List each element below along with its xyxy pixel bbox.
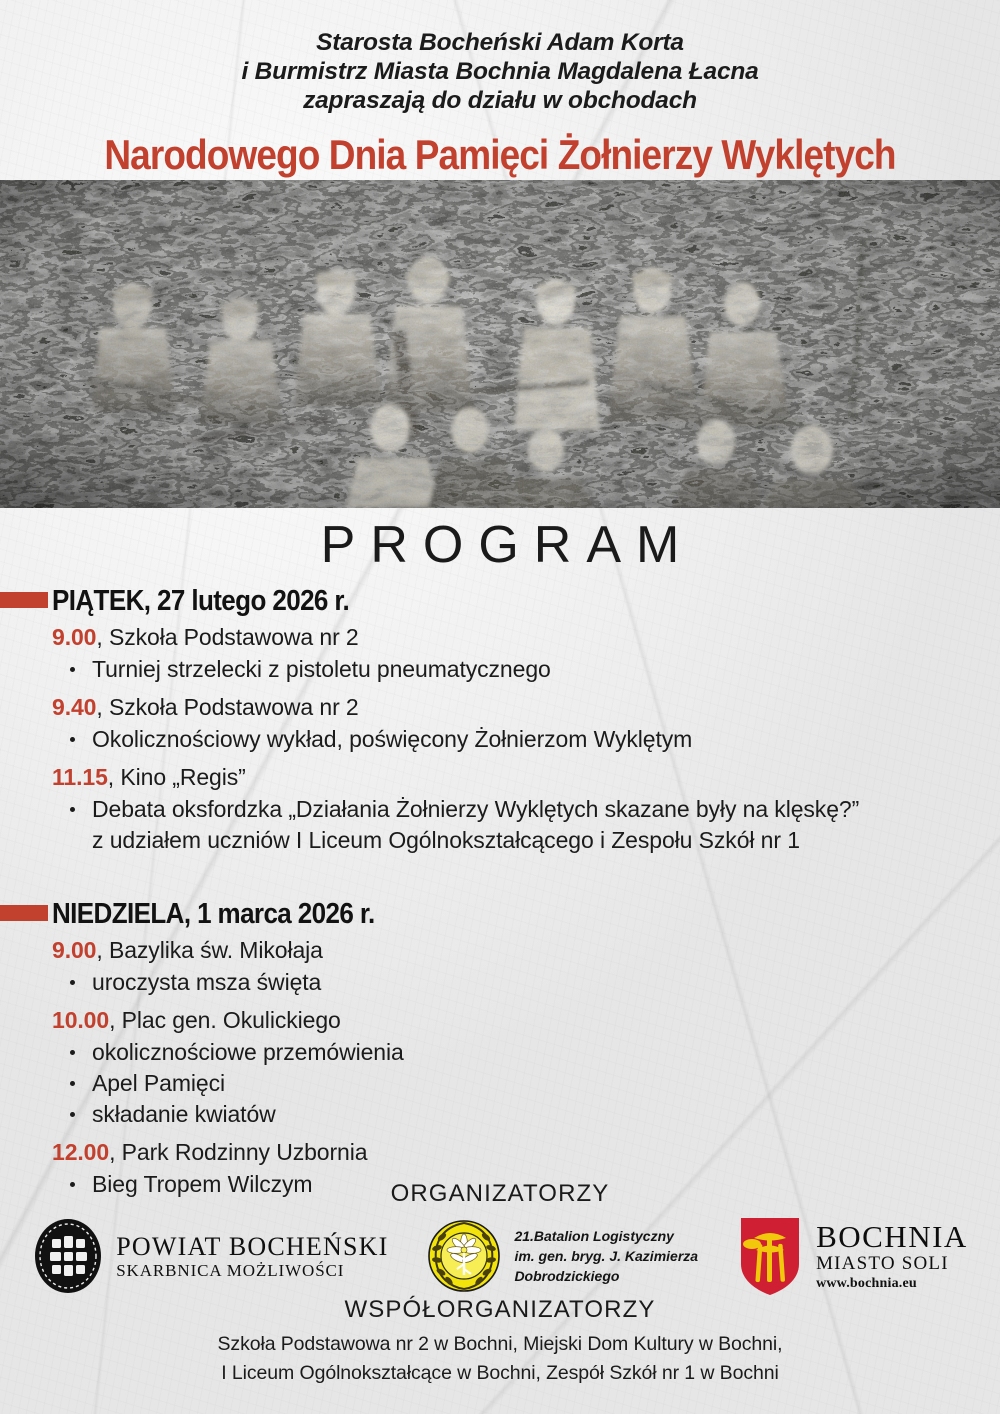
invite-line-1: Starosta Bocheński Adam Korta <box>316 29 684 56</box>
entry-title <box>0 692 1000 722</box>
list-item <box>0 654 1000 685</box>
program-entry <box>0 622 1000 685</box>
program-entry <box>0 935 1000 998</box>
coorganizers-line-1: Szkoła Podstawowa nr 2 w Bochni, Miejski Dom Kultury w Bochni, <box>217 1333 783 1355</box>
entry-place: , Bazylika św. Mikołaja <box>96 937 323 963</box>
invite-line-2: i Burmistrz Miasta Bochnia Magdalena Łacna <box>241 58 759 85</box>
program-entry <box>0 1005 1000 1130</box>
batalion-line-2: im. gen. bryg. J. Kazimierza <box>514 1248 699 1264</box>
batalion-wordmark <box>514 1226 698 1286</box>
organizer-logo-row <box>0 1214 1000 1298</box>
day-block-friday <box>0 585 1000 856</box>
program-heading: PROGRAM <box>320 516 695 574</box>
list-item <box>0 1068 1000 1099</box>
batalion-line-3: Dobrodzickiego <box>514 1268 620 1284</box>
bullet-dot-icon <box>70 980 75 985</box>
entry-bullet-list <box>0 1037 1000 1130</box>
bullet-text: Debata oksfordzka „Działania Żołnierzy Wyklętych skazane były na klęskę?” <box>92 796 860 822</box>
entry-title <box>0 935 1000 965</box>
powiat-line-2: SKARBNICA MOŻLIWOŚCI <box>116 1260 345 1280</box>
historical-photograph <box>0 180 1000 508</box>
list-item <box>0 967 1000 998</box>
list-item <box>0 1099 1000 1130</box>
entry-place: , Szkoła Podstawowa nr 2 <box>96 624 359 650</box>
bullet-text-continuation: z udziałem uczniów I Liceum Ogólnokształcącego i Zespołu Szkół nr 1 <box>92 827 800 853</box>
day-label-sunday: NIEDZIELA, 1 marca 2026 r. <box>52 896 375 930</box>
entry-time: 12.00 <box>52 1139 110 1165</box>
powiat-bochenski-emblem-icon <box>32 1216 104 1296</box>
poster-main-title: Narodowego Dnia Pamięci Żołnierzy Wyklętych <box>104 132 896 179</box>
bullet-dot-icon <box>70 1081 75 1086</box>
invite-line-3: zapraszają do działu w obchodach <box>303 87 697 114</box>
entry-title <box>0 622 1000 652</box>
program-schedule <box>0 585 1000 1200</box>
entry-title <box>0 762 1000 792</box>
bullet-dot-icon <box>70 667 75 672</box>
bochnia-line-1: BOCHNIA <box>816 1218 968 1254</box>
day-block-sunday <box>0 898 1000 1200</box>
list-item <box>0 724 1000 755</box>
powiat-line-1: POWIAT BOCHEŃSKI <box>116 1231 389 1261</box>
bochnia-line-2: MIASTO SOLI <box>816 1252 949 1274</box>
entry-place: , Szkoła Podstawowa nr 2 <box>96 694 359 720</box>
bullet-text: Turniej strzelecki z pistoletu pneumatycznego <box>92 656 551 682</box>
entry-place: , Park Rodzinny Uzbornia <box>109 1139 368 1165</box>
entry-bullet-list <box>0 654 1000 685</box>
entry-bullet-list <box>0 967 1000 998</box>
bullet-text: Bieg Tropem Wilczym <box>92 1171 313 1197</box>
bullet-dot-icon <box>70 807 75 812</box>
entry-title <box>0 1137 1000 1167</box>
logo-bochnia-miasto-soli <box>736 1214 968 1298</box>
list-item <box>0 1037 1000 1068</box>
day-header-sunday <box>0 898 1000 928</box>
entry-place: , Plac gen. Okulickiego <box>109 1007 341 1033</box>
bullet-dot-icon <box>70 737 75 742</box>
logo-21-batalion-logistyczny <box>426 1217 698 1295</box>
entry-time: 10.00 <box>52 1007 110 1033</box>
coorganizers-line-2: I Liceum Ogólnokształcące w Bochni, Zespół Szkół nr 1 w Bochni <box>221 1362 779 1384</box>
day-label-friday: PIĄTEK, 27 lutego 2026 r. <box>52 583 350 617</box>
bullet-dot-icon <box>70 1050 75 1055</box>
bullet-text: składanie kwiatów <box>92 1101 276 1127</box>
program-entry <box>0 762 1000 856</box>
entry-bullet-list <box>0 794 1000 856</box>
poster-header <box>0 0 1000 179</box>
program-entry <box>0 692 1000 755</box>
entry-time: 11.15 <box>52 764 108 790</box>
bochnia-shield-icon <box>736 1214 804 1298</box>
logo-powiat-bochenski <box>32 1216 388 1296</box>
entry-place: , Kino „Regis” <box>107 764 246 790</box>
entry-time: 9.00 <box>52 937 97 963</box>
bullet-text: Apel Pamięci <box>92 1070 226 1096</box>
entry-time: 9.40 <box>52 694 97 720</box>
bochnia-wordmark <box>816 1220 968 1293</box>
bullet-text: uroczysta msza święta <box>92 969 322 995</box>
batalion-edelweiss-emblem-icon <box>426 1217 502 1295</box>
photo-artwork <box>0 180 1000 508</box>
bullet-dot-icon <box>70 1112 75 1117</box>
batalion-line-1: 21.Batalion Logistyczny <box>514 1228 674 1244</box>
list-item <box>0 794 1000 856</box>
entry-time: 9.00 <box>52 624 97 650</box>
day-marker-bar-icon <box>0 592 48 608</box>
bullet-text: okolicznościowe przemówienia <box>92 1039 404 1065</box>
day-marker-bar-icon <box>0 905 48 921</box>
day-header-friday <box>0 585 1000 615</box>
organizers-heading: ORGANIZATORZY <box>390 1180 610 1207</box>
bullet-text: Okolicznościowy wykład, poświęcony Żołnierzom Wyklętym <box>92 726 693 752</box>
bochnia-website: www.bochnia.eu <box>816 1275 917 1291</box>
entry-title <box>0 1005 1000 1035</box>
entry-bullet-list <box>0 724 1000 755</box>
powiat-bochenski-wordmark <box>116 1232 388 1281</box>
coorganizers-heading: WSPÓŁORGANIZATORZY <box>344 1296 656 1323</box>
coorganizers-list <box>0 1330 1000 1388</box>
